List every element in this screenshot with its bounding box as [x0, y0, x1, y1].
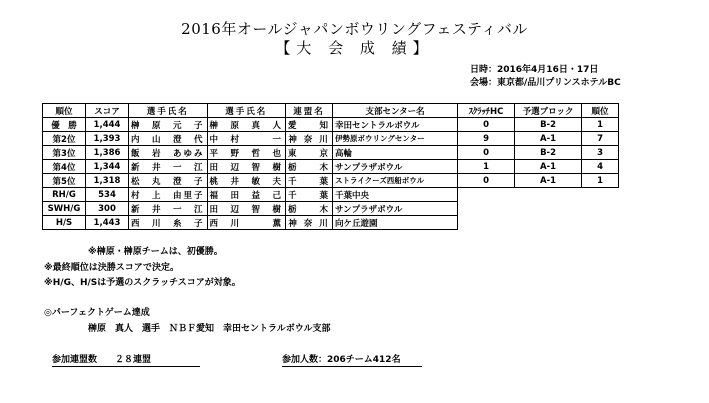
- cell-player1: 村 上 由里子: [129, 188, 208, 202]
- note-high-game: ※H/G、H/Sは予選のスクラッチスコアが対象。: [44, 278, 241, 288]
- cell-federation: 千 葉: [286, 188, 333, 202]
- table-row: [43, 160, 619, 174]
- cell-block: B-2: [515, 118, 582, 132]
- table-row: [43, 146, 619, 160]
- col-scratch-hc: ｽｸﾗｯﾁHC: [458, 104, 515, 118]
- cell-rank: RH/G: [43, 188, 86, 202]
- cell-player1: 新 井 一 江: [129, 160, 208, 174]
- col-qualifying-block: 予選ブロック: [515, 104, 582, 118]
- cell-rank: 優 勝: [43, 118, 86, 132]
- cell-block: B-2: [515, 146, 582, 160]
- cell-center: サンプラザボウル: [333, 160, 458, 174]
- blank-cell: [458, 188, 619, 202]
- cell-score: 1,443: [86, 216, 129, 230]
- note-first-win: ※榊原・榊原チームは、初優勝。: [88, 247, 223, 257]
- cell-scratch-hc: 9: [458, 132, 515, 146]
- cell-player1: 内 山 澄 代: [129, 132, 208, 146]
- cell-rank: 第2位: [43, 132, 86, 146]
- col-federation: 連盟名: [286, 104, 333, 118]
- event-date: 日時：2016年4月16日・17日: [470, 65, 599, 75]
- table-row: [43, 118, 619, 132]
- note-final-ranking: ※最終順位は決勝スコアで決定。: [44, 263, 180, 273]
- col-player1: 選手氏名: [129, 104, 208, 118]
- cell-rank: SWH/G: [43, 202, 86, 216]
- col-player2: 選手氏名: [207, 104, 286, 118]
- col-score: スコア: [86, 104, 129, 118]
- cell-federation: 栃 木: [286, 160, 333, 174]
- cell-player1: 飯 岩 あゆみ: [129, 146, 208, 160]
- cell-player2: 西 川 薫: [207, 216, 286, 230]
- cell-qualifying-rank: 1: [582, 174, 619, 188]
- table-row: [43, 174, 619, 188]
- col-qualifying-rank: 順位: [582, 104, 619, 118]
- cell-score: 1,393: [86, 132, 129, 146]
- cell-rank: 第3位: [43, 146, 86, 160]
- cell-score: 300: [86, 202, 129, 216]
- cell-score: 1,444: [86, 118, 129, 132]
- note-perfect-game-heading: ◎パーフェクトゲーム達成: [44, 308, 150, 318]
- event-venue: 会場：東京都/品川プリンスホテルBC: [470, 78, 621, 88]
- cell-block: A-1: [515, 132, 582, 146]
- cell-federation: 栃 木: [286, 202, 333, 216]
- table-header-row: [43, 104, 619, 118]
- cell-scratch-hc: 0: [458, 174, 515, 188]
- blank-cell: [458, 216, 619, 230]
- cell-player2: 田 辺 智 樹: [207, 160, 286, 174]
- results-table: [42, 103, 619, 230]
- cell-score: 534: [86, 188, 129, 202]
- cell-player2: 田 辺 智 樹: [207, 202, 286, 216]
- cell-player1: 榊 原 元 子: [129, 118, 208, 132]
- cell-center: 伊勢原ボウリングセンター: [333, 132, 458, 146]
- table-row: [43, 202, 619, 216]
- cell-score: 1,344: [86, 160, 129, 174]
- cell-scratch-hc: 0: [458, 118, 515, 132]
- cell-federation: 東 京: [286, 146, 333, 160]
- cell-center: 千葉中央: [333, 188, 458, 202]
- cell-player2: 平 野 哲 也: [207, 146, 286, 160]
- cell-center: ストライクーズ西船ボウル: [333, 174, 458, 188]
- cell-player1: 西 川 糸 子: [129, 216, 208, 230]
- cell-player2: 榊 原 真 人: [207, 118, 286, 132]
- cell-federation: 神 奈 川: [286, 216, 333, 230]
- blank-cell: [458, 202, 619, 216]
- cell-player2: 中 村 一: [207, 132, 286, 146]
- cell-block: A-1: [515, 174, 582, 188]
- cell-center: 幸田セントラルボウル: [333, 118, 458, 132]
- table-row: [43, 132, 619, 146]
- cell-block: A-1: [515, 160, 582, 174]
- table-row: [43, 216, 619, 230]
- cell-qualifying-rank: 4: [582, 160, 619, 174]
- cell-player2: 桃 井 敏 夫: [207, 174, 286, 188]
- document-subtitle: 【大 会 成 績】: [275, 39, 434, 57]
- cell-player1: 新 井 一 江: [129, 202, 208, 216]
- cell-qualifying-rank: 7: [582, 132, 619, 146]
- cell-rank: H/S: [43, 216, 86, 230]
- federation-count: 参加連盟数 ２８連盟: [52, 352, 200, 367]
- cell-score: 1,386: [86, 146, 129, 160]
- cell-center: 向ケ丘遊園: [333, 216, 458, 230]
- cell-player2: 福 田 益 己: [207, 188, 286, 202]
- participant-count: 参加人数：206チーム412名: [282, 352, 422, 367]
- cell-qualifying-rank: 3: [582, 146, 619, 160]
- col-center: 支部センター名: [333, 104, 458, 118]
- cell-center: 高輪: [333, 146, 458, 160]
- cell-federation: 千 葉: [286, 174, 333, 188]
- cell-federation: 愛 知: [286, 118, 333, 132]
- table-row: [43, 188, 619, 202]
- note-perfect-game-player: 榊原 真人 選手 ＮＢＦ愛知 幸田セントラルボウル支部: [88, 324, 331, 334]
- document-title: 2016年オールジャパンボウリングフェスティバル: [181, 20, 528, 38]
- cell-center: サンプラザボウル: [333, 202, 458, 216]
- cell-scratch-hc: 1: [458, 160, 515, 174]
- cell-score: 1,318: [86, 174, 129, 188]
- cell-qualifying-rank: 1: [582, 118, 619, 132]
- cell-player1: 松 丸 澄 子: [129, 174, 208, 188]
- cell-rank: 第4位: [43, 160, 86, 174]
- cell-rank: 第5位: [43, 174, 86, 188]
- col-rank: 順位: [43, 104, 86, 118]
- cell-scratch-hc: 0: [458, 146, 515, 160]
- cell-federation: 神 奈 川: [286, 132, 333, 146]
